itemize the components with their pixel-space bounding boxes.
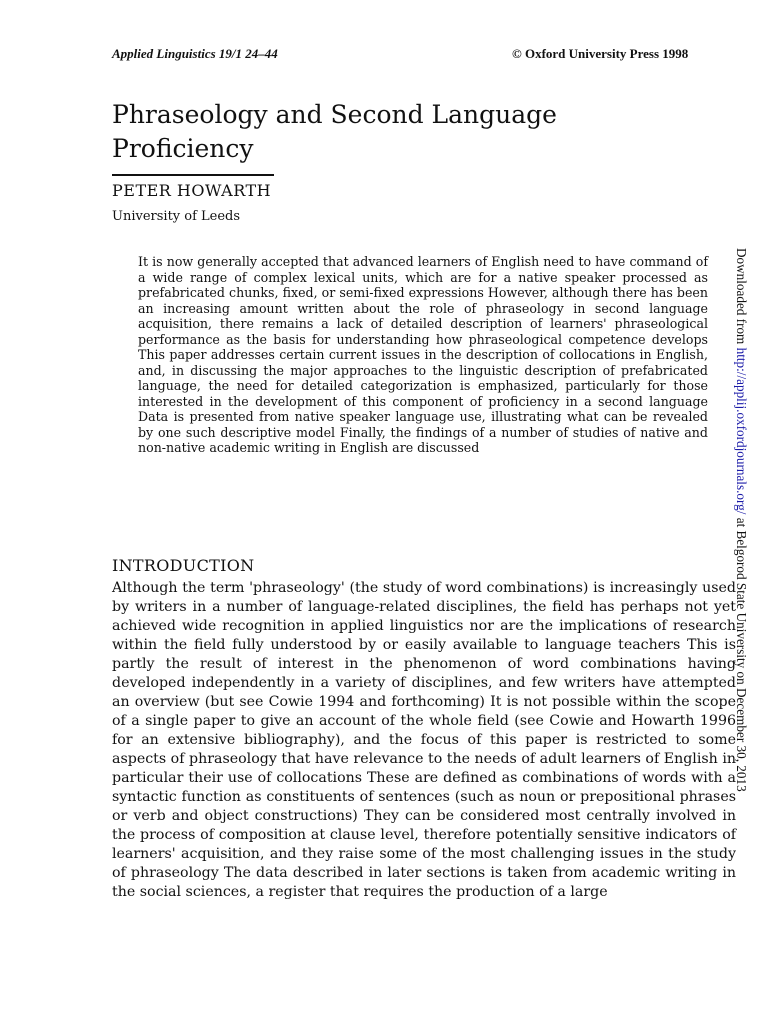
abstract-paragraph: It is now generally accepted that advanced learners of English need to have command of a wide range of complex lexical units, which are for a native speaker processed as prefabricated chunks, fixed, or semi-fixed expressions However, although there has been an increasing amount written about the role of phraseology in second language acquisition, there remains a lack of detailed description of learners' phraseological performance as the basis for understanding how phraseological competence develops This paper addresses certain current issues in the description of collocations in English, and, in discussing the major approaches to the linguistic description of prefabricated language, the need for detailed categorization is emphasized, particularly for those interested in the development of this component of proficiency in a second language Data is presented from native speaker language use, illustrating what can be revealed by one such descriptive model Finally, the findings of a number of studies of native and non-native academic writing in English are discussed <box>138 254 708 455</box>
journal-citation: Applied Linguistics 19/1 24–44 <box>112 46 278 61</box>
title-underline <box>112 174 274 176</box>
download-suffix: at Belgorod State University on December 30, 2013 <box>734 514 749 792</box>
author-affiliation: University of Leeds <box>112 209 241 224</box>
copyright-notice: © Oxford University Press 1998 <box>512 46 689 61</box>
section-heading-introduction: INTRODUCTION <box>112 556 255 575</box>
journal-link[interactable]: http://applij.oxfordjournals.org/ <box>734 347 749 515</box>
article-title: Phraseology and Second Language Proficiency <box>112 100 557 163</box>
download-prefix: Downloaded from <box>734 248 749 348</box>
body-paragraph: Although the term 'phraseology' (the study of word combinations) is increasingly used by writers in a number of language-related disciplines, the field has perhaps not yet achieved wide recognition in applied linguistics nor are the implications of research within the field fully understood by or easily available to language teachers This is partly the result of interest in the phenomenon of word combinations having developed independently in a variety of disciplines, and few writers have attempted an overview (but see Cowie 1994 and forthcoming) It is not possible within the scope of a single paper to give an account of the whole field (see Cowie and Howarth 1996 for an extensive bibliography), and the focus of this paper is restricted to some aspects of phraseology that have relevance to the needs of adult learners of English in particular their use of collocations These are defined as combinations of words with a syntactic function as constituents of sentences (such as noun or prepositional phrases or verb and object constructions) They can be considered most centrally involved in the process of composition at clause level, therefore potentially sensitive indicators of learners' acquisition, and they raise some of the most challenging issues in the study of phraseology The data described in later sections is taken from academic writing in the social sciences, a register that requires the production of a large <box>112 580 736 900</box>
download-watermark <box>733 248 749 792</box>
author-name: PETER HOWARTH <box>112 181 272 200</box>
